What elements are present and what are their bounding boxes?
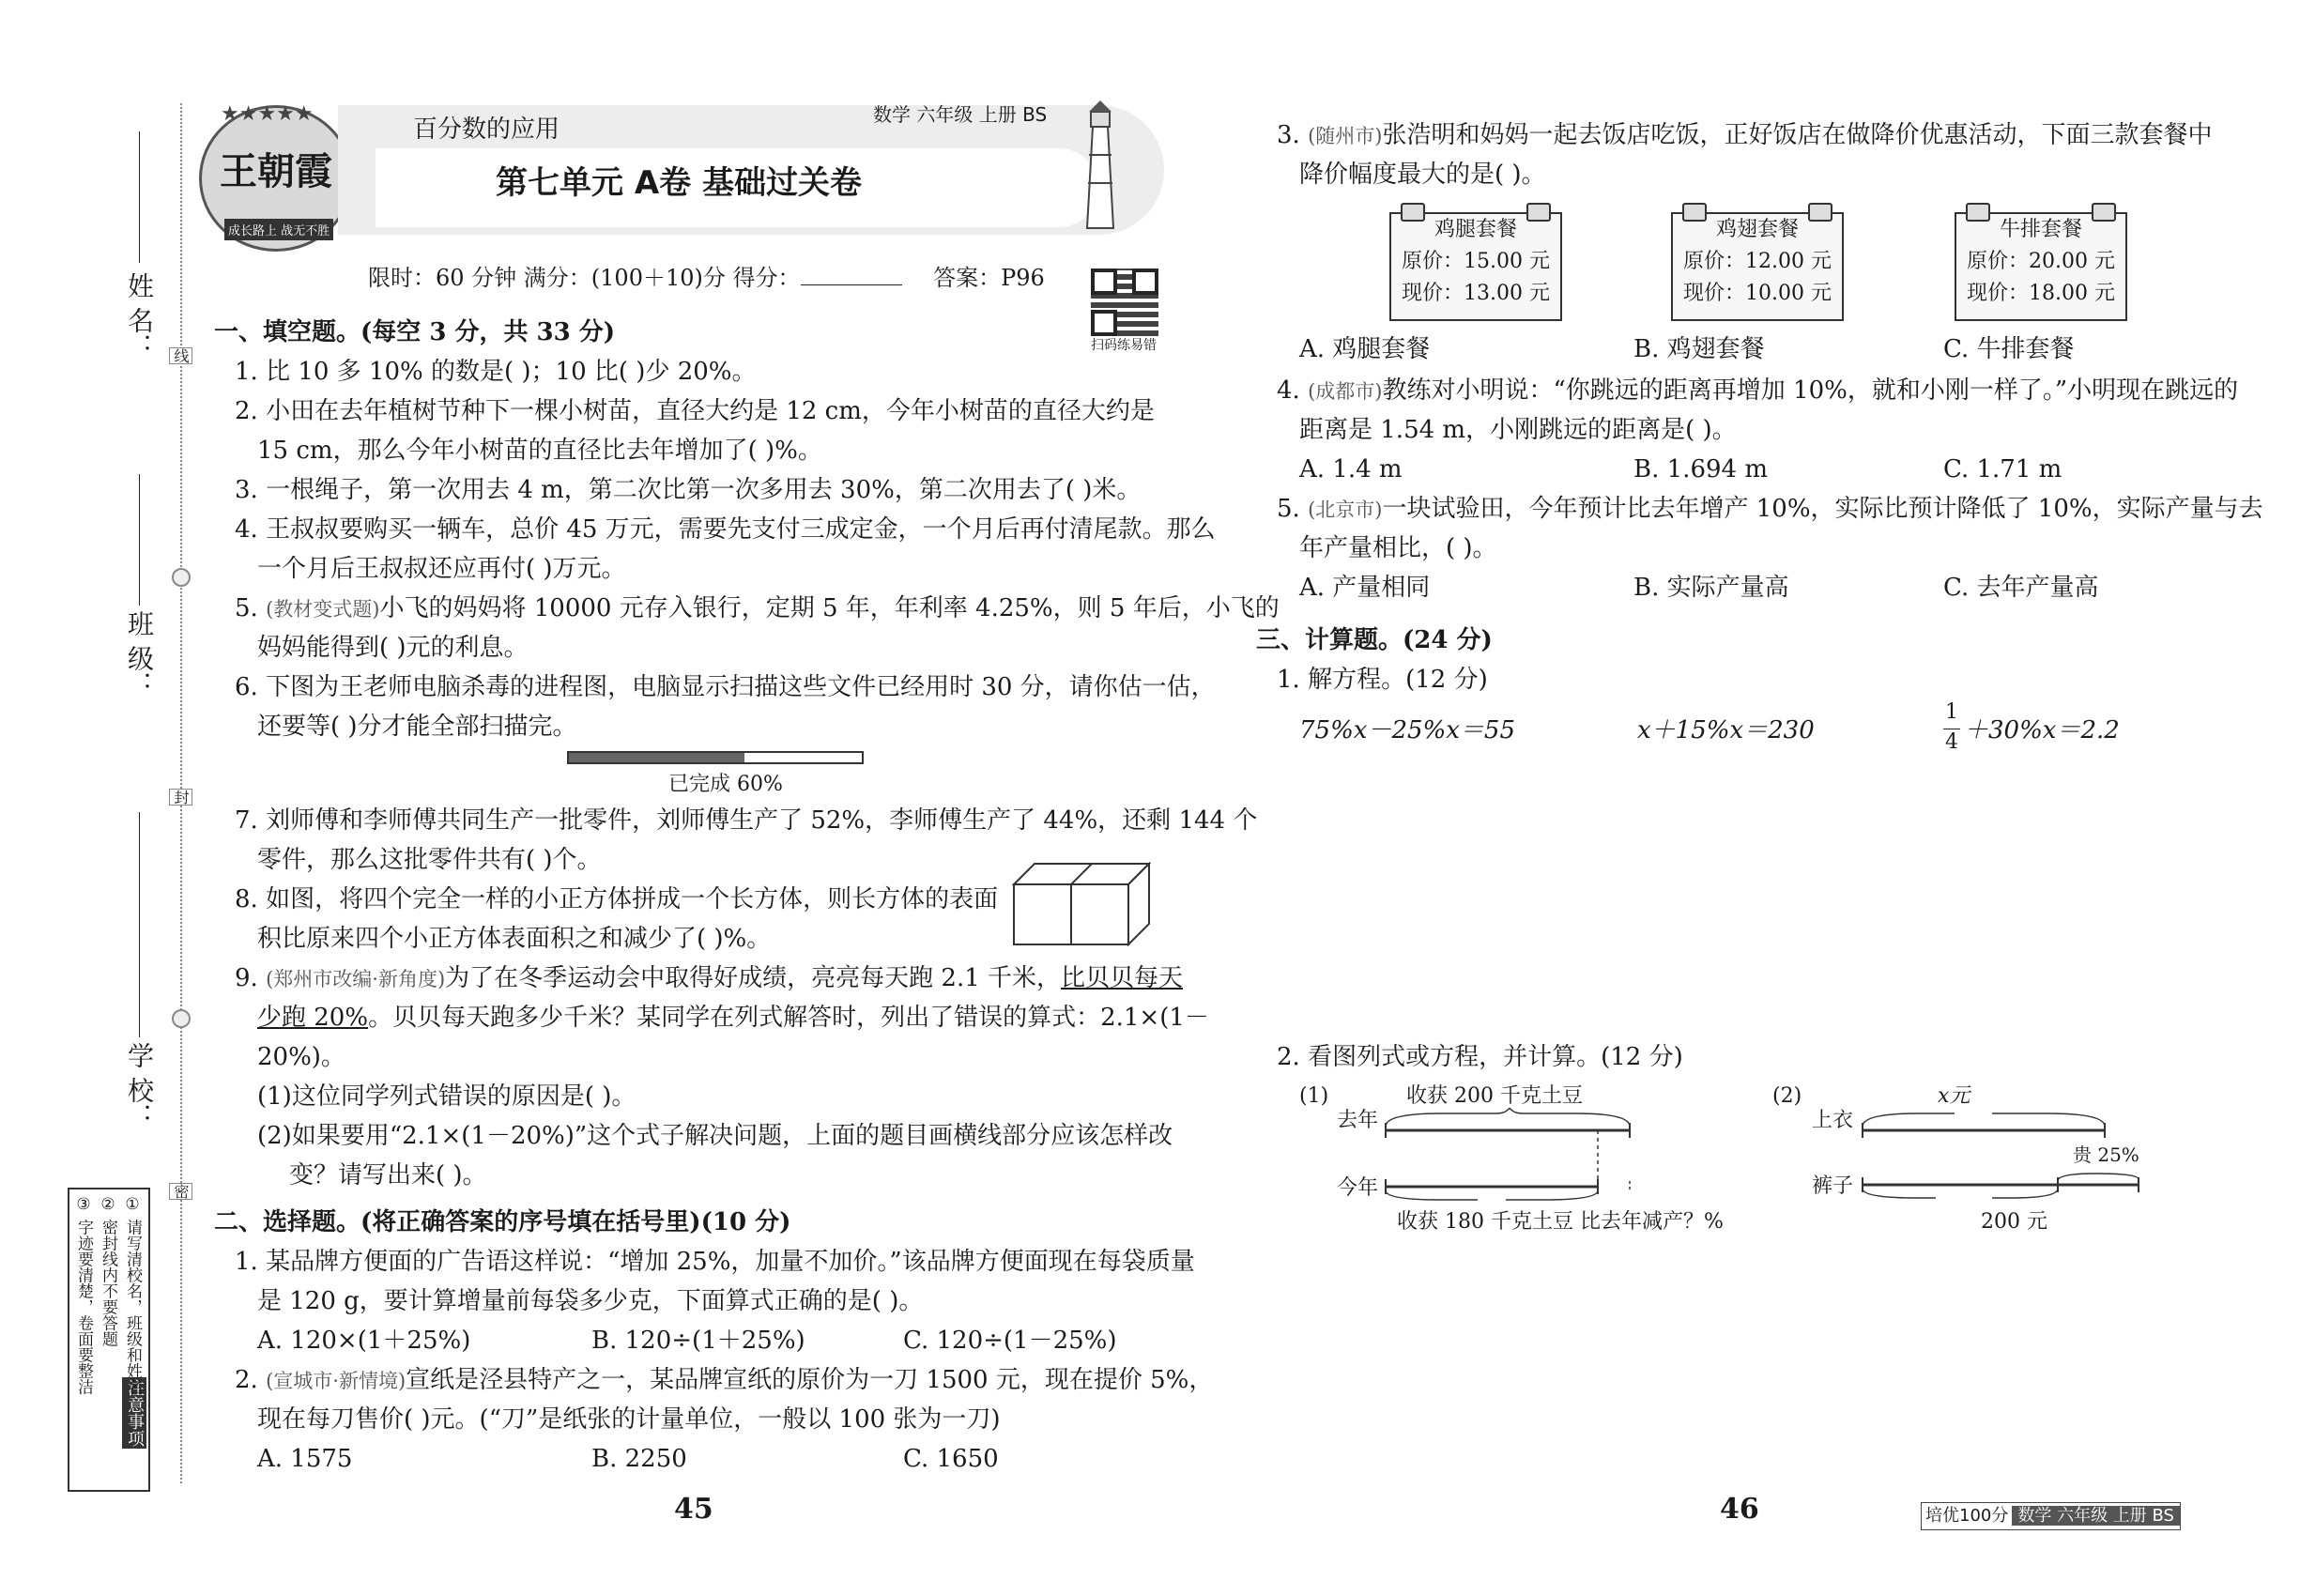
qr-caption: 扫码练易错 <box>1091 338 1157 353</box>
diagram1-bottom-label: 收获 180 千克土豆 比去年减产？% <box>1397 1210 1724 1234</box>
section2-heading: 二、选择题。(将正确答案的序号填在括号里)(10 分) <box>214 1208 791 1236</box>
answer-ref: 答案：P96 <box>933 265 1045 291</box>
option-a[interactable]: A. 120×(1＋25%) <box>257 1327 471 1355</box>
option-c[interactable]: C. 牛排套餐 <box>1943 335 2075 363</box>
page-number-right: 46 <box>1720 1493 1759 1526</box>
question-1-5: 5. (教材变式题)小飞的妈妈将 10000 元存入银行，定期 5 年，年利率 4.25%，则 5 年后，小飞的 <box>235 594 1280 622</box>
question-1-6-cont: 还要等( )分才能全部扫描完。 <box>257 713 577 741</box>
exam-info <box>368 259 1045 297</box>
equation-3-rest: ＋30%x＝2.2 <box>1964 716 2120 744</box>
question-1-9-text: 为了在冬季运动会中取得好成绩，亮亮每天跑 2.1 千米， <box>445 964 1062 992</box>
question-1-5-cont: 妈妈能得到( )元的利息。 <box>257 634 529 662</box>
cut-mark: 封 <box>169 789 192 806</box>
question-2-5-cont: 年产量相比，( )。 <box>1299 534 1497 562</box>
question-1-4-cont: 一个月后王叔叔还应再付( )万元。 <box>257 555 626 583</box>
menu-orig-price: 原价：15.00 元 <box>1402 250 1550 273</box>
question-1-9-cont2: 20%)。 <box>257 1043 345 1071</box>
section3-heading: 三、计算题。(24 分) <box>1256 626 1493 654</box>
option-b[interactable]: B. 120÷(1＋25%) <box>591 1327 805 1355</box>
question-1-9-text2: 。贝贝每天跑多少千米？某同学在列式解答时，列出了错误的算式：2.1×(1－ <box>368 1004 1209 1032</box>
question-2-4-text: 教练对小明说：“你跳远的距离再增加 10%，就和小刚一样了。”小明现在跳远的 <box>1382 376 2239 405</box>
progress-label: 已完成 60% <box>668 773 783 796</box>
score-blank[interactable] <box>801 284 902 285</box>
question-2-4-cont: 距离是 1.54 m，小刚跳远的距离是( )。 <box>1299 416 1737 444</box>
diagram2-row-label: 上衣 <box>1812 1109 1854 1132</box>
underlined-phrase: 少跑 20% <box>257 1004 369 1032</box>
source-tag: (成都市) <box>1308 380 1383 403</box>
question-3-1: 1. 解方程。(12 分) <box>1277 666 1488 694</box>
question-1-8: 8. 如图，将四个完全一样的小正方体拼成一个长方体，则长方体的表面 <box>235 885 999 913</box>
diagram1-row-label: 今年 <box>1337 1176 1379 1200</box>
topic-label: 百分数的应用 <box>413 115 560 144</box>
segment-diagram-2 <box>1861 1108 2142 1215</box>
progress-bar-fill <box>569 753 744 762</box>
question-1-3: 3. 一根绳子，第一次用去 4 m，第二次比第一次多用去 30%，第二次用去了( )米。 <box>235 476 1142 504</box>
fraction-denominator: 4 <box>1945 730 1958 754</box>
menu-orig-price: 原价：12.00 元 <box>1683 250 1832 273</box>
diagram2-bottom-label: 200 元 <box>1981 1210 2047 1234</box>
option-a[interactable]: A. 1.4 m <box>1299 455 1403 483</box>
note-item: ② 密封线内不要答题 <box>99 1195 117 1347</box>
question-1-7: 7. 刘师傅和李师傅共同生产一批零件，刘师傅生产了 52%，李师傅生产了 44%，还剩 144 个 <box>235 806 1258 835</box>
brand-name: 王朝霞 <box>220 149 332 193</box>
diagram2-tag: (2) <box>1772 1084 1802 1108</box>
equation-1: 75%x－25%x＝55 <box>1299 716 1515 744</box>
menu-now-price: 现价：13.00 元 <box>1402 282 1550 305</box>
exam-info-text: 限时：60 分钟 满分：(100＋10)分 得分： <box>368 265 801 291</box>
cut-mark: 线 <box>169 347 192 364</box>
question-1-6: 6. 下图为王老师电脑杀毒的进程图，电脑显示扫描这些文件已经用时 30 分，请你估一估， <box>235 673 1216 701</box>
question-1-9-part2: (2)如果要用“2.1×(1－20%)”这个式子解决问题，上面的题目画横线部分应该怎样改 <box>257 1122 1173 1150</box>
question-1-8-cont: 积比原来四个小正方体表面积之和减少了( )%。 <box>257 925 772 953</box>
menu-orig-price: 原价：20.00 元 <box>1967 250 2115 273</box>
cut-mark: 密 <box>169 1183 192 1200</box>
menu-now-price: 现价：10.00 元 <box>1683 282 1832 305</box>
menu-name: 鸡翅套餐 <box>1715 218 1799 241</box>
question-1-9-part1: (1)这位同学列式错误的原因是( )。 <box>257 1082 636 1111</box>
segment-diagram-1 <box>1384 1108 1637 1205</box>
menu-name: 鸡腿套餐 <box>1434 218 1517 241</box>
diagram1-tag: (1) <box>1299 1084 1329 1108</box>
subject-line: 数学 六年级 上册 BS <box>873 103 1048 126</box>
note-item: ① 请写清校名，班级和姓名 <box>123 1195 142 1395</box>
question-2-3-cont: 降价幅度最大的是( )。 <box>1299 161 1546 189</box>
qr-code[interactable] <box>1091 269 1158 336</box>
notes-title: 注意事项 <box>122 1377 146 1449</box>
class-line <box>139 474 140 606</box>
question-2-2: 2. (宣城市·新情境)宣纸是泾县特产之一，某品牌宣纸的原价为一刀 1500 元，现在提价 5%， <box>235 1366 1214 1394</box>
menu-card <box>1389 212 1562 321</box>
progress-bar <box>567 751 864 764</box>
series-badge <box>1921 1502 2181 1530</box>
series-name: 培优100分 <box>1922 1506 2012 1526</box>
note-item: ③ 字迹要清楚，卷面要整洁 <box>74 1195 93 1395</box>
question-1-9: 9. (郑州市改编·新角度)为了在冬季运动会中取得好成绩，亮亮每天跑 2.1 千米，比贝贝每天 <box>235 964 1184 992</box>
question-1-4: 4. 王叔叔要购买一辆车，总价 45 万元，需要先支付三成定金，一个月后再付清尾款。那么 <box>235 515 1216 544</box>
series-rest: 数学 六年级 上册 BS <box>2012 1506 2180 1526</box>
section1-heading: 一、填空题。(每空 3 分，共 33 分) <box>214 318 616 346</box>
menu-card <box>1671 212 1844 321</box>
menu-now-price: 现价：18.00 元 <box>1967 282 2115 305</box>
option-a[interactable]: A. 产量相同 <box>1299 574 1431 602</box>
option-b[interactable]: B. 1.694 m <box>1633 455 1768 483</box>
question-1-9-cont <box>257 999 1209 1036</box>
school-line <box>139 812 140 1037</box>
question-2-5-text: 一块试验田，今年预计比去年增产 10%，实际比预计降低了 10%，实际产量与去 <box>1382 495 2263 523</box>
diagram2-top-label: x元 <box>1938 1084 1970 1108</box>
option-c[interactable]: C. 1.71 m <box>1943 455 2062 483</box>
option-c[interactable]: C. 120÷(1－25%) <box>903 1327 1117 1355</box>
menu-name: 牛排套餐 <box>1999 218 2082 241</box>
brand-slogan: 成长路上 战无不胜 <box>224 219 333 240</box>
brand-logo <box>199 102 353 252</box>
menu-card <box>1955 212 2127 321</box>
name-label: 姓 名： <box>124 272 155 360</box>
cut-circle <box>172 568 191 587</box>
question-2-1-cont: 是 120 g，要计算增量前每袋多少克，下面算式正确的是( )。 <box>257 1287 924 1315</box>
question-2-5: 5. (北京市)一块试验田，今年预计比去年增产 10%，实际比预计降低了 10%，实际产量与去 <box>1277 495 2263 523</box>
option-a[interactable]: A. 1575 <box>257 1445 353 1473</box>
option-a[interactable]: A. 鸡腿套餐 <box>1299 335 1431 363</box>
source-tag: (随州市) <box>1308 125 1383 147</box>
question-2-4: 4. (成都市)教练对小明说：“你跳远的距离再增加 10%，就和小刚一样了。”小明现在跳远的 <box>1277 376 2239 405</box>
page-title: 第七单元 A卷 基础过关卷 <box>496 164 862 202</box>
source-tag: (郑州市改编·新角度) <box>266 968 446 990</box>
option-c[interactable]: C. 去年产量高 <box>1943 574 2099 602</box>
cuboid-figure <box>1012 862 1151 950</box>
source-tag: (宣城市·新情境) <box>266 1370 406 1392</box>
underlined-phrase: 比贝贝每天 <box>1061 964 1184 992</box>
question-1-7-cont: 零件，那么这批零件共有( )个。 <box>257 846 602 874</box>
class-label: 班 级： <box>124 610 155 698</box>
option-c[interactable]: C. 1650 <box>903 1445 999 1473</box>
diagram1-top-label: 收获 200 千克土豆 <box>1406 1084 1583 1108</box>
diagram1-row-label: 去年 <box>1337 1109 1379 1132</box>
question-1-9-part2-cont: 变？请写出来( )。 <box>289 1161 487 1189</box>
school-label: 学 校： <box>124 1042 155 1129</box>
question-2-2-cont: 现在每刀售价( )元。(“刀”是纸张的计量单位，一般以 100 张为一刀) <box>257 1405 1001 1434</box>
question-1-2: 2. 小田在去年植树节种下一棵小树苗，直径大约是 12 cm，今年小树苗的直径大约是 <box>235 397 1155 425</box>
lighthouse-icon <box>1080 99 1121 230</box>
question-1-2-cont: 15 cm，那么今年小树苗的直径比去年增加了( )%。 <box>257 437 822 465</box>
notes-box <box>68 1188 150 1492</box>
option-b[interactable]: B. 实际产量高 <box>1633 574 1789 602</box>
cut-circle <box>172 1009 191 1028</box>
equation-2: x＋15%x＝230 <box>1637 716 1815 744</box>
question-1-1: 1. 比 10 多 10% 的数是( )；10 比( )少 20%。 <box>235 358 757 386</box>
question-2-1: 1. 某品牌方便面的广告语这样说：“增加 25%，加量不加价。”该品牌方便面现在每袋质量 <box>235 1248 1195 1276</box>
question-3-2: 2. 看图列式或方程，并计算。(12 分) <box>1277 1043 1683 1071</box>
question-2-3-text: 张浩明和妈妈一起去饭店吃饭，正好饭店在做降价优惠活动，下面三款套餐中 <box>1382 121 2213 149</box>
page-number-left: 45 <box>674 1493 713 1526</box>
source-tag: (教材变式题) <box>266 598 380 621</box>
diagram2-row-label: 裤子 <box>1812 1174 1854 1198</box>
option-b[interactable]: B. 2250 <box>591 1445 687 1473</box>
question-1-5-text: 小飞的妈妈将 10000 元存入银行，定期 5 年，年利率 4.25%，则 5 年后，小飞的 <box>379 594 1280 622</box>
question-2-2-text: 宣纸是泾县特产之一，某品牌宣纸的原价为一刀 1500 元，现在提价 5%， <box>406 1366 1214 1394</box>
option-b[interactable]: B. 鸡翅套餐 <box>1633 335 1765 363</box>
star-row-icon: ★★★★★ <box>221 102 314 126</box>
diagram2-side-label: 贵 25% <box>2073 1143 2139 1166</box>
fraction-numerator: 1 <box>1945 700 1958 724</box>
question-2-3: 3. (随州市)张浩明和妈妈一起去饭店吃饭，正好饭店在做降价优惠活动，下面三款套餐中 <box>1277 121 2213 149</box>
source-tag: (北京市) <box>1308 499 1383 521</box>
name-line <box>139 131 140 263</box>
